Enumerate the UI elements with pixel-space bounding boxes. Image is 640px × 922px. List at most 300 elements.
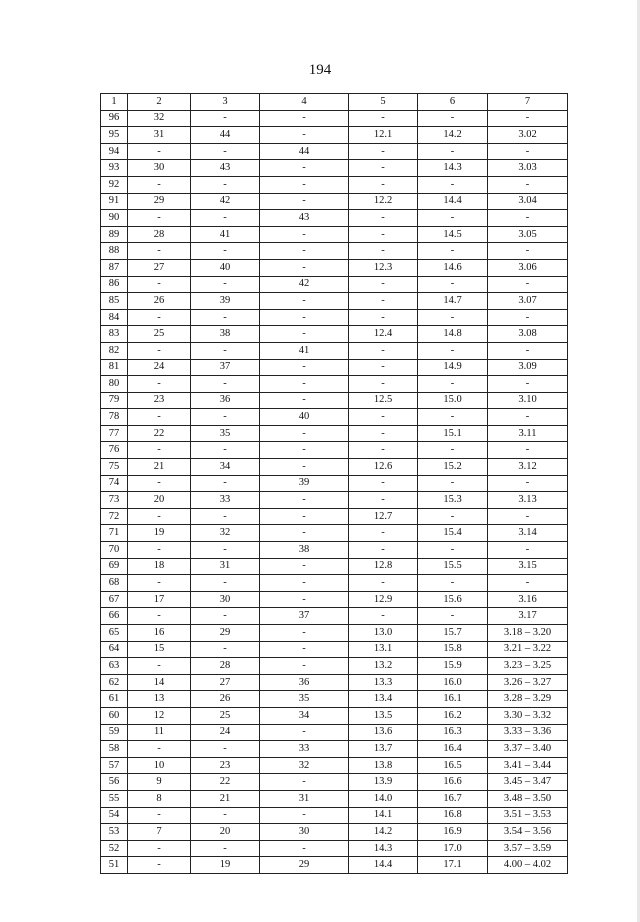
table-cell-col-6: 16.1 — [418, 691, 488, 708]
table-cell-col-4: - — [260, 724, 349, 741]
table-cell-col-6: - — [418, 542, 488, 559]
table-cell-col-3: - — [191, 807, 260, 824]
table-cell-col-6: 17.1 — [418, 857, 488, 874]
table-cell-col-7: - — [488, 210, 568, 227]
table-cell-col-6: 16.0 — [418, 674, 488, 691]
table-cell-col-3: - — [191, 243, 260, 260]
table-row — [101, 459, 568, 476]
table-cell-col-5: - — [349, 276, 418, 293]
table-cell-col-2: - — [128, 376, 191, 393]
table-cell-col-2: - — [128, 276, 191, 293]
table-cell-col-2: - — [128, 508, 191, 525]
table-cell-col-1: 58 — [101, 741, 128, 758]
table-cell-col-3: - — [191, 210, 260, 227]
table-cell-col-2: - — [128, 243, 191, 260]
table-cell-col-5: 14.2 — [349, 824, 418, 841]
table-row — [101, 542, 568, 559]
table-cell-col-7: 3.54 – 3.56 — [488, 824, 568, 841]
table-cell-col-7: 3.28 – 3.29 — [488, 691, 568, 708]
table-cell-col-1: 91 — [101, 193, 128, 210]
table-cell-col-3: - — [191, 508, 260, 525]
table-cell-col-5: 14.1 — [349, 807, 418, 824]
table-cell-col-7: 3.45 – 3.47 — [488, 774, 568, 791]
table-cell-col-2: 14 — [128, 674, 191, 691]
table-cell-col-7: 3.10 — [488, 392, 568, 409]
table-cell-col-7: 3.16 — [488, 591, 568, 608]
column-header-6: 6 — [418, 94, 488, 111]
table-cell-col-3: 28 — [191, 658, 260, 675]
table-cell-col-2: - — [128, 176, 191, 193]
table-cell-col-4: - — [260, 176, 349, 193]
table-cell-col-3: - — [191, 741, 260, 758]
table-cell-col-3: - — [191, 176, 260, 193]
table-cell-col-3: - — [191, 309, 260, 326]
table-cell-col-7: - — [488, 143, 568, 160]
table-row — [101, 326, 568, 343]
column-header-4: 4 — [260, 94, 349, 111]
table-row — [101, 774, 568, 791]
table-cell-col-6: - — [418, 409, 488, 426]
table-row — [101, 707, 568, 724]
table-row — [101, 442, 568, 459]
table-cell-col-7: 3.12 — [488, 459, 568, 476]
table-cell-col-2: 18 — [128, 558, 191, 575]
table-cell-col-1: 90 — [101, 210, 128, 227]
table-cell-col-6: 15.8 — [418, 641, 488, 658]
table-cell-col-1: 60 — [101, 707, 128, 724]
table-cell-col-1: 88 — [101, 243, 128, 260]
table-row — [101, 857, 568, 874]
table-cell-col-2: 32 — [128, 110, 191, 127]
table-cell-col-7: 3.15 — [488, 558, 568, 575]
table-cell-col-2: - — [128, 309, 191, 326]
table-row — [101, 674, 568, 691]
table-cell-col-1: 57 — [101, 757, 128, 774]
table-cell-col-7: 3.23 – 3.25 — [488, 658, 568, 675]
table-cell-col-5: 13.7 — [349, 741, 418, 758]
table-cell-col-1: 66 — [101, 608, 128, 625]
table-cell-col-1: 53 — [101, 824, 128, 841]
table-row — [101, 293, 568, 310]
table-row — [101, 226, 568, 243]
table-cell-col-6: 16.2 — [418, 707, 488, 724]
table-cell-col-1: 80 — [101, 376, 128, 393]
table-cell-col-4: 29 — [260, 857, 349, 874]
table-cell-col-1: 96 — [101, 110, 128, 127]
table-row — [101, 691, 568, 708]
table-cell-col-4: - — [260, 243, 349, 260]
table-cell-col-5: - — [349, 525, 418, 542]
table-cell-col-2: 17 — [128, 591, 191, 608]
table-cell-col-7: - — [488, 342, 568, 359]
table-cell-col-2: 28 — [128, 226, 191, 243]
table-cell-col-2: - — [128, 608, 191, 625]
table-cell-col-4: - — [260, 160, 349, 177]
table-cell-col-1: 63 — [101, 658, 128, 675]
table-cell-col-1: 85 — [101, 293, 128, 310]
table-cell-col-5: 13.2 — [349, 658, 418, 675]
column-header-3: 3 — [191, 94, 260, 111]
table-cell-col-7: 3.41 – 3.44 — [488, 757, 568, 774]
table-cell-col-4: - — [260, 376, 349, 393]
table-cell-col-4: - — [260, 293, 349, 310]
table-cell-col-5: 14.0 — [349, 790, 418, 807]
table-cell-col-3: 29 — [191, 625, 260, 642]
table-cell-col-5: - — [349, 575, 418, 592]
table-cell-col-7: 3.13 — [488, 492, 568, 509]
table-cell-col-7: 3.51 – 3.53 — [488, 807, 568, 824]
table-cell-col-2: 15 — [128, 641, 191, 658]
table-cell-col-7: 4.00 – 4.02 — [488, 857, 568, 874]
table-cell-col-3: 37 — [191, 359, 260, 376]
table-cell-col-6: 14.7 — [418, 293, 488, 310]
table-row — [101, 309, 568, 326]
table-cell-col-6: 14.4 — [418, 193, 488, 210]
table-cell-col-7: 3.03 — [488, 160, 568, 177]
table-cell-col-3: 40 — [191, 259, 260, 276]
table-cell-col-4: - — [260, 425, 349, 442]
table-cell-col-4: - — [260, 442, 349, 459]
table-cell-col-3: - — [191, 542, 260, 559]
table-row — [101, 409, 568, 426]
table-cell-col-2: 21 — [128, 459, 191, 476]
table-cell-col-7: 3.07 — [488, 293, 568, 310]
table-cell-col-2: 27 — [128, 259, 191, 276]
table-cell-col-6: 14.5 — [418, 226, 488, 243]
table-cell-col-3: - — [191, 409, 260, 426]
table-cell-col-4: - — [260, 641, 349, 658]
table-cell-col-7: - — [488, 309, 568, 326]
table-cell-col-4: 44 — [260, 143, 349, 160]
table-cell-col-1: 93 — [101, 160, 128, 177]
table-cell-col-4: 32 — [260, 757, 349, 774]
table-cell-col-7: 3.06 — [488, 259, 568, 276]
table-cell-col-3: - — [191, 143, 260, 160]
table-cell-col-4: - — [260, 525, 349, 542]
table-cell-col-3: 24 — [191, 724, 260, 741]
table-cell-col-1: 79 — [101, 392, 128, 409]
table-cell-col-1: 71 — [101, 525, 128, 542]
table-row — [101, 625, 568, 642]
table-cell-col-6: - — [418, 575, 488, 592]
table-cell-col-6: 14.8 — [418, 326, 488, 343]
table-cell-col-7: - — [488, 276, 568, 293]
table-cell-col-4: - — [260, 259, 349, 276]
table-cell-col-5: 13.4 — [349, 691, 418, 708]
page-number: 194 — [308, 62, 332, 78]
column-header-5: 5 — [349, 94, 418, 111]
table-cell-col-4: - — [260, 326, 349, 343]
table-cell-col-5: - — [349, 243, 418, 260]
table-cell-col-4: 34 — [260, 707, 349, 724]
table-cell-col-7: 3.33 – 3.36 — [488, 724, 568, 741]
table-cell-col-6: - — [418, 176, 488, 193]
table-cell-col-3: 31 — [191, 558, 260, 575]
table-cell-col-4: - — [260, 591, 349, 608]
table-cell-col-7: 3.30 – 3.32 — [488, 707, 568, 724]
table-cell-col-1: 95 — [101, 127, 128, 144]
table-row — [101, 243, 568, 260]
table-cell-col-2: - — [128, 143, 191, 160]
table-cell-col-2: - — [128, 840, 191, 857]
table-cell-col-4: - — [260, 508, 349, 525]
table-cell-col-7: - — [488, 542, 568, 559]
table-row — [101, 160, 568, 177]
table-cell-col-4: 35 — [260, 691, 349, 708]
table-cell-col-2: - — [128, 409, 191, 426]
table-cell-col-1: 72 — [101, 508, 128, 525]
table-cell-col-6: 16.4 — [418, 741, 488, 758]
table-cell-col-1: 73 — [101, 492, 128, 509]
table-cell-col-4: - — [260, 575, 349, 592]
table-row — [101, 824, 568, 841]
table-cell-col-2: 22 — [128, 425, 191, 442]
table-cell-col-4: - — [260, 127, 349, 144]
table-cell-col-4: 43 — [260, 210, 349, 227]
table-cell-col-5: - — [349, 293, 418, 310]
table-cell-col-4: 30 — [260, 824, 349, 841]
table-row — [101, 193, 568, 210]
table-cell-col-1: 62 — [101, 674, 128, 691]
table-cell-col-7: 3.26 – 3.27 — [488, 674, 568, 691]
table-cell-col-3: 36 — [191, 392, 260, 409]
table-cell-col-1: 81 — [101, 359, 128, 376]
table-cell-col-2: 26 — [128, 293, 191, 310]
table-cell-col-4: 33 — [260, 741, 349, 758]
table-cell-col-7: - — [488, 409, 568, 426]
table-cell-col-7: - — [488, 442, 568, 459]
table-cell-col-4: - — [260, 309, 349, 326]
table-row — [101, 492, 568, 509]
table-cell-col-2: 10 — [128, 757, 191, 774]
table-cell-col-7: - — [488, 508, 568, 525]
table-cell-col-2: - — [128, 807, 191, 824]
table-cell-col-4: - — [260, 558, 349, 575]
table-cell-col-5: 12.2 — [349, 193, 418, 210]
table-row — [101, 840, 568, 857]
table-cell-col-6: 16.9 — [418, 824, 488, 841]
table-cell-col-4: 38 — [260, 542, 349, 559]
table-cell-col-4: - — [260, 110, 349, 127]
table-row — [101, 143, 568, 160]
table-cell-col-5: - — [349, 359, 418, 376]
table-cell-col-3: 22 — [191, 774, 260, 791]
table-cell-col-1: 89 — [101, 226, 128, 243]
table-cell-col-1: 78 — [101, 409, 128, 426]
column-header-2: 2 — [128, 94, 191, 111]
table-cell-col-7: - — [488, 243, 568, 260]
table-cell-col-5: - — [349, 309, 418, 326]
table-cell-col-5: - — [349, 425, 418, 442]
table-cell-col-6: 15.5 — [418, 558, 488, 575]
table-cell-col-5: - — [349, 409, 418, 426]
table-cell-col-6: 15.7 — [418, 625, 488, 642]
table-cell-col-7: 3.48 – 3.50 — [488, 790, 568, 807]
table-cell-col-1: 64 — [101, 641, 128, 658]
table-header-row — [101, 94, 568, 111]
table-cell-col-1: 61 — [101, 691, 128, 708]
table-cell-col-2: 30 — [128, 160, 191, 177]
table-cell-col-2: - — [128, 658, 191, 675]
table-body — [101, 110, 568, 873]
table-cell-col-6: - — [418, 508, 488, 525]
table-cell-col-3: 26 — [191, 691, 260, 708]
table-cell-col-4: - — [260, 807, 349, 824]
table-cell-col-5: 12.4 — [349, 326, 418, 343]
table-cell-col-3: 21 — [191, 790, 260, 807]
column-header-1: 1 — [101, 94, 128, 111]
table-row — [101, 575, 568, 592]
table-cell-col-6: 15.9 — [418, 658, 488, 675]
table-cell-col-6: 17.0 — [418, 840, 488, 857]
table-cell-col-3: 41 — [191, 226, 260, 243]
table-cell-col-4: - — [260, 492, 349, 509]
table-cell-col-7: 3.57 – 3.59 — [488, 840, 568, 857]
table-cell-col-7: 3.18 – 3.20 — [488, 625, 568, 642]
table-cell-col-2: 12 — [128, 707, 191, 724]
table-cell-col-4: - — [260, 359, 349, 376]
table-cell-col-6: 15.2 — [418, 459, 488, 476]
table-cell-col-3: - — [191, 608, 260, 625]
table-cell-col-5: 13.9 — [349, 774, 418, 791]
table-cell-col-7: - — [488, 176, 568, 193]
table-cell-col-1: 76 — [101, 442, 128, 459]
table-cell-col-7: 3.09 — [488, 359, 568, 376]
table-cell-col-4: - — [260, 658, 349, 675]
table-cell-col-6: - — [418, 342, 488, 359]
table-cell-col-2: 9 — [128, 774, 191, 791]
table-cell-col-5: - — [349, 376, 418, 393]
table-cell-col-3: 20 — [191, 824, 260, 841]
table-cell-col-5: - — [349, 176, 418, 193]
table-cell-col-6: - — [418, 608, 488, 625]
table-cell-col-1: 74 — [101, 475, 128, 492]
table-cell-col-6: 14.3 — [418, 160, 488, 177]
table-cell-col-1: 55 — [101, 790, 128, 807]
table-cell-col-1: 59 — [101, 724, 128, 741]
table-cell-col-5: - — [349, 160, 418, 177]
table-cell-col-5: - — [349, 210, 418, 227]
table-cell-col-4: - — [260, 459, 349, 476]
table-cell-col-6: 15.0 — [418, 392, 488, 409]
table-cell-col-4: - — [260, 226, 349, 243]
table-cell-col-6: 15.6 — [418, 591, 488, 608]
table-cell-col-3: - — [191, 442, 260, 459]
table-cell-col-6: 14.2 — [418, 127, 488, 144]
table-cell-col-5: 12.1 — [349, 127, 418, 144]
table-cell-col-2: - — [128, 442, 191, 459]
table-cell-col-1: 94 — [101, 143, 128, 160]
table-cell-col-6: 16.8 — [418, 807, 488, 824]
table-cell-col-3: - — [191, 342, 260, 359]
table-cell-col-7: - — [488, 575, 568, 592]
table-row — [101, 641, 568, 658]
table-cell-col-6: - — [418, 110, 488, 127]
table-cell-col-7: 3.11 — [488, 425, 568, 442]
table-cell-col-6: 15.4 — [418, 525, 488, 542]
table-cell-col-1: 87 — [101, 259, 128, 276]
table-cell-col-5: 12.8 — [349, 558, 418, 575]
table-cell-col-2: 31 — [128, 127, 191, 144]
table-cell-col-4: 40 — [260, 409, 349, 426]
table-row — [101, 210, 568, 227]
table-cell-col-1: 84 — [101, 309, 128, 326]
table-cell-col-2: 24 — [128, 359, 191, 376]
table-cell-col-5: 12.5 — [349, 392, 418, 409]
table-cell-col-7: - — [488, 110, 568, 127]
table-row — [101, 392, 568, 409]
table-cell-col-5: - — [349, 492, 418, 509]
table-cell-col-1: 75 — [101, 459, 128, 476]
table-cell-col-1: 65 — [101, 625, 128, 642]
table-cell-col-4: - — [260, 774, 349, 791]
table-row — [101, 276, 568, 293]
table-cell-col-3: 35 — [191, 425, 260, 442]
table-cell-col-3: - — [191, 376, 260, 393]
table-cell-col-3: 33 — [191, 492, 260, 509]
table-cell-col-7: - — [488, 376, 568, 393]
table-row — [101, 741, 568, 758]
table-row — [101, 608, 568, 625]
table-cell-col-3: 30 — [191, 591, 260, 608]
table-cell-col-3: 34 — [191, 459, 260, 476]
table-cell-col-1: 52 — [101, 840, 128, 857]
table-cell-col-7: 3.05 — [488, 226, 568, 243]
table-cell-col-4: 42 — [260, 276, 349, 293]
table-cell-col-5: 13.0 — [349, 625, 418, 642]
table-row — [101, 508, 568, 525]
table-cell-col-6: 16.7 — [418, 790, 488, 807]
table-row — [101, 591, 568, 608]
table-cell-col-5: 12.9 — [349, 591, 418, 608]
table-cell-col-5: 13.1 — [349, 641, 418, 658]
table-cell-col-6: 15.1 — [418, 425, 488, 442]
table-cell-col-5: - — [349, 608, 418, 625]
table-cell-col-1: 68 — [101, 575, 128, 592]
table-row — [101, 525, 568, 542]
table-cell-col-6: 14.6 — [418, 259, 488, 276]
table-cell-col-4: - — [260, 193, 349, 210]
table-cell-col-6: - — [418, 243, 488, 260]
table-cell-col-2: - — [128, 342, 191, 359]
table-row — [101, 110, 568, 127]
table-cell-col-1: 82 — [101, 342, 128, 359]
table-cell-col-5: - — [349, 143, 418, 160]
table-cell-col-5: 13.5 — [349, 707, 418, 724]
table-cell-col-2: 29 — [128, 193, 191, 210]
table-cell-col-5: 12.7 — [349, 508, 418, 525]
table-row — [101, 790, 568, 807]
table-cell-col-3: 42 — [191, 193, 260, 210]
table-cell-col-2: 23 — [128, 392, 191, 409]
table-cell-col-6: 14.9 — [418, 359, 488, 376]
table-cell-col-6: - — [418, 276, 488, 293]
table-cell-col-3: - — [191, 276, 260, 293]
table-cell-col-6: - — [418, 376, 488, 393]
table-cell-col-2: 20 — [128, 492, 191, 509]
table-cell-col-6: 16.5 — [418, 757, 488, 774]
table-cell-col-5: - — [349, 226, 418, 243]
table-cell-col-2: 16 — [128, 625, 191, 642]
table-cell-col-7: 3.37 – 3.40 — [488, 741, 568, 758]
table-cell-col-6: - — [418, 143, 488, 160]
table-row — [101, 342, 568, 359]
table-cell-col-7: 3.04 — [488, 193, 568, 210]
table-cell-col-3: 44 — [191, 127, 260, 144]
table-cell-col-4: - — [260, 392, 349, 409]
table-row — [101, 176, 568, 193]
table-cell-col-3: 23 — [191, 757, 260, 774]
